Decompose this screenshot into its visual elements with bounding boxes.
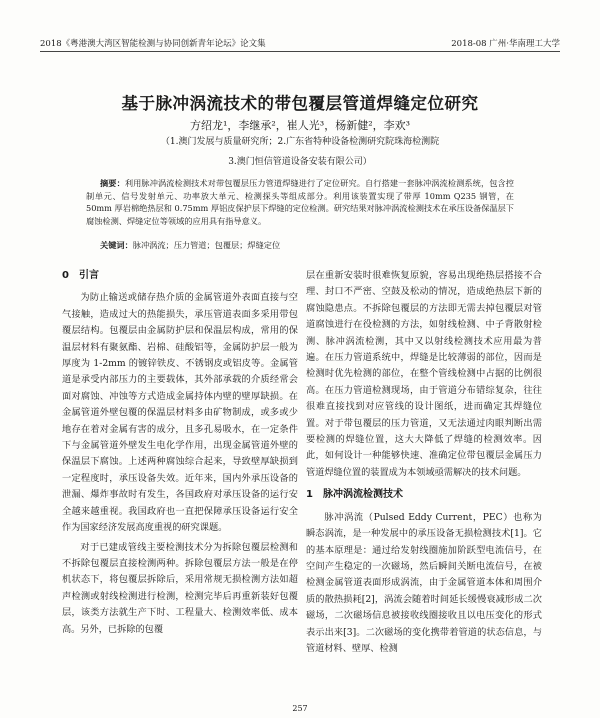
abstract-text: 利用脉冲涡流检测技术对带包覆层压力管道焊缝进行了定位研究。自行搭建一套脉冲涡流检测系统，包含控制单元、信号发射单元、功率放大单元、检测探头等组成部分。利用该装置实现了带厚 10mm Q235 钢管，在 50mm 厚岩棉绝热层和 0.75mm 厚铝皮保护层下焊缝的定位检测。研究结果对脉冲涡流检测技术在承压设备保温层下腐蚀检测、焊缝定位等领域的应用具有指导意义。 xyxy=(86,178,514,226)
running-header xyxy=(40,38,560,52)
section-heading-intro: 0 引言 xyxy=(62,270,99,281)
intro-paragraph-2: 对于已建成管线主要检测技术分为拆除包覆层检测和不拆除包覆层直接检测两种。拆除包覆层方法一般是在停机状态下，将包覆层拆除后，采用常规无损检测方法如超声检测或射线检测进行检测，检测完毕后再重新装好包覆层，该类方法就生产下时、工程量大、检测效率低、成本高。另外，已拆除的包覆 xyxy=(62,541,298,635)
right-column xyxy=(306,268,542,660)
affiliation-line-2: 3.澳门恒信管道设备安装有限公司） xyxy=(228,157,372,167)
intro-paragraph-1: 为防止输送或储存热介质的金属管道外表面直接与空气接触，造成过大的热能损失，承压管道表面多采用带包覆层结构。包覆层由金属防护层和保温层构成，常用的保温层材料有聚氨酯、岩棉、硅酸铝等，金属防护层一般为厚度为 1-2mm 的镀锌铁皮、不锈钢皮或铝皮等。金属管道是承受内部压力的主要载体，其外部承载的介质经常会面对腐蚀、冲蚀等方式造成金属持体内壁的壁厚缺损。在金属管道外壁包覆的保温层材料多由矿物制成，或多或少地存在着对金属有害的成分，且多孔易吸水，在一定条件下与金属管道外壁发生电化学作用，出现金属管道外壁的保温层下腐蚀。上述两种腐蚀综合起来，导致壁厚缺损到一定程度时，承压设备失效。近年来，国内外承压设备的泄漏、爆炸事故时有发生，各国政府对承压设备的运行安全越来越重视。我国政府也一直把保障承压设备运行安全作为国家经济发展高度重视的研究课题。 xyxy=(62,292,298,534)
affiliation-line-1: （1.澳门发展与质量研究所；2.广东省特种设备检测研究院珠海检测院 xyxy=(160,137,440,147)
keywords xyxy=(100,240,514,251)
page-number: 257 xyxy=(292,704,308,713)
abstract-label: 摘要： xyxy=(100,178,125,188)
author-list: 方绍龙¹，李继承²，崔人光³，杨新健²，李欢³ xyxy=(189,119,411,132)
left-column xyxy=(62,268,298,641)
pec-paragraph-1: 脉冲涡流（Pulsed Eddy Current，PEC）也称为瞬态涡流，是一种发展中的承压设备无损检测技术[1]。它的基本原理是：通过给发射线圈施加阶跃型电流信号，在空间产生稳定的一次磁场，然后瞬间关断电流信号，在被检测金属管道表面形成涡流，由于金属管道本体和周围介质的散热损耗[2]，涡流会随着时间延长缓慢衰减形成二次磁场，二次磁场信息被接收线圈接收且以电压变化的形式表示出来[3]。二次磁场的变化携带着管道的状态信息，与管道材料、壁厚、检测 xyxy=(306,511,542,654)
abstract xyxy=(86,177,514,227)
paper-title: 基于脉冲涡流技术的带包覆层管道焊缝定位研究 xyxy=(121,94,479,113)
keywords-label: 关键词： xyxy=(100,240,133,250)
header-right: 2018-08 广州·华南理工大学 xyxy=(451,39,560,49)
intro-paragraph-continued: 层在重新安装时很难恢复原貌，容易出现绝热层搭接不合理、封口不严密、空鼓及松动的情况，造成绝热层下新的腐蚀隐患点。不拆除包覆层的方法即无需去掉包覆层对管道腐蚀进行在役检测的方法，如射线检测、中子背散射检测、脉冲涡流检测，其中又以射线检测技术应用最为普遍。在压力管道系统中，焊缝是比较薄弱的部位，因而是检测时优先检测的部位，在整个管线检测中占据的比例很高。在压力管道检测现场，由于管道分布错综复杂，往往很难直接找到对应管线的设计图纸，进而确定其焊缝位置。对于带包覆层的压力管道，又无法通过肉眼判断出需要检测的焊缝位置，这大大降低了焊缝的检测效率。因此，如何设计一种能够快速、准确定位带包覆层金属压力管道焊缝位置的装置成为本领域亟需解决的技术问题。 xyxy=(306,270,542,478)
keywords-text: 脉冲涡流；压力管道；包覆层；焊缝定位 xyxy=(132,240,281,250)
section-heading-pec: 1 脉冲涡流检测技术 xyxy=(306,489,403,501)
header-left: 2018《粤港澳大湾区智能检测与协同创新青年论坛》论文集 xyxy=(40,39,266,49)
